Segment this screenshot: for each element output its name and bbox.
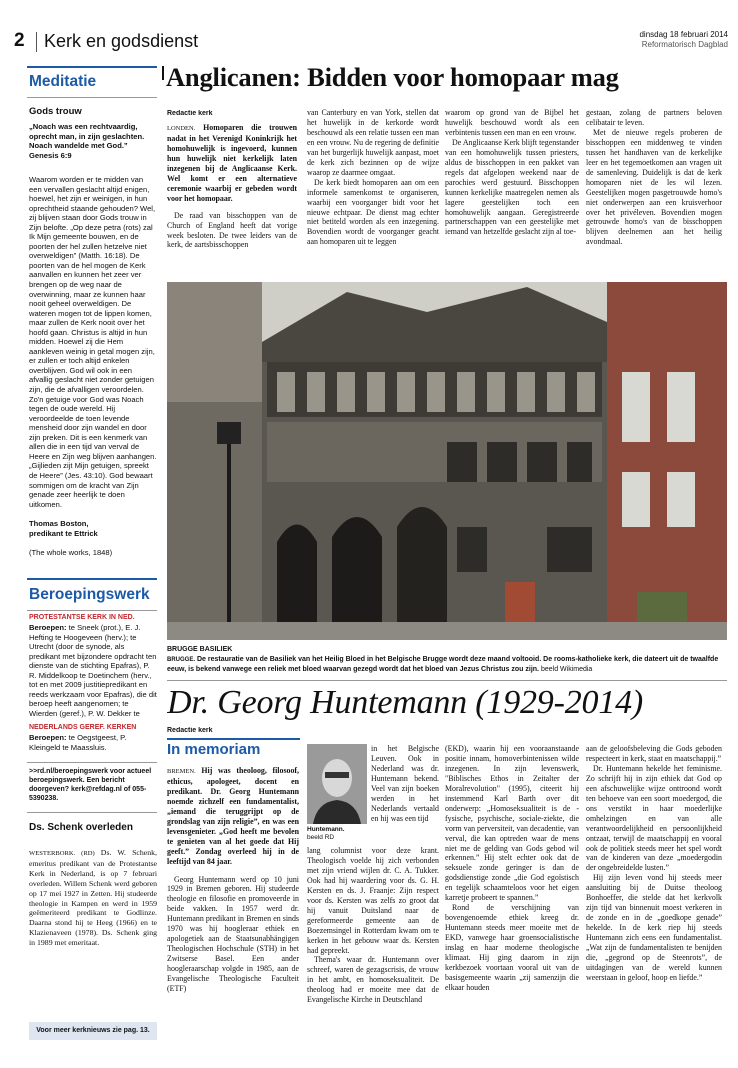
article1-c2p2: De kerk biedt homoparen aan om een informele samenkomst te organiseren, waarbij een voorganger bidt voor het nieuwe echtpaar. De dienst mag echter niet betiteld worden als een inzegening. Bovendien wordt de voorganger geacht aan homoparen uit te leggen <box>307 177 439 247</box>
kicker-rule <box>167 738 300 740</box>
photo-caption <box>167 655 727 674</box>
article2-headline: Dr. Georg Huntemann (1929-2014) <box>167 684 644 721</box>
meditatie-author: Thomas Boston, <box>29 519 89 528</box>
article2-col4 <box>586 744 722 1056</box>
schenk-text: Ds. W. Schenk, emeritus predikant van de Protestantse Kerk in Nederland, is op 7 februari overleden. Willem Schenk werd geboren op 17 mei 1927 in Zetten. Hij studeerde theologie in Kampen en werd in 1959 geëmeriteerd predikant te Godlinze. Daarna stond hij te Heeg (1966) en te Klazienaveen (1978). Ds. Schenk ging in 1989 met emeritaat. <box>29 848 157 948</box>
article1-c4p2: Met de nieuwe regels proberen de bisschoppen een middenweg te vinden tussen het handhaven van de kerkelijke leer en het tegemoetkomen aan vragen uit de samenleving. Duidelijk is dat de kerk homoparen niet de les wil lezen. Geestelijken mogen pasgetrouwde homo's niet onderwerpen aan een kruisverhoor over het privéleven. Bovendien mogen getrouwde homo's van de bisschoppen blijven deelnemen aan het heilig avondmaal. <box>586 127 722 247</box>
article2-kicker: In memoriam <box>167 741 261 758</box>
article1-col4 <box>586 108 722 272</box>
article1-lead: Homoparen die trouwen nadat in het Verenigd Koninkrijk het homohuwelijk is ingevoerd, kunnen hun huwelijk niet kerkelijk laten inzegenen bij de Anglicaanse Kerk. Wel komt er een alternatieve ceremonie waarbij er gebeden wordt voor het homopaar. <box>167 123 297 203</box>
article2-c2top: in het Belgische Leuven. Ook in Nederland was dr. Huntemann bekend. Veel van zijn boeken werden in het Nederlands vertaald en hij was een tijd <box>371 744 439 823</box>
caption-place: BRUGGE. <box>167 657 196 663</box>
article1-headline: Anglicanen: Bidden voor homopaar mag <box>166 62 619 92</box>
beroepingswerk-note[interactable]: >>rd.nl/beroepingswerk voor actueel beroepingswerk. Een bericht doorgeven? kerk@refdag.nl of 055-5390238. <box>29 768 152 802</box>
beroepingswerk-sub1: PROTESTANTSE KERK IN NED. <box>29 614 135 621</box>
article2-c4p2: Dr. Huntemann hekelde het feminisme. Zo schrijft hij in zijn ethiek dat God op een afschuwelijke wijze onttroond wordt ten behoeve van een soort moedergod, die ons verstikt in haar moederlijke omhelzingen en van alle verantwoordelijkheid en persoonlijkheid ontzaat, terwijl de maatschappij en vooral ook de politiek steeds meer het spel wordt van de kinderen van deze „moedergodin der ongebreidelde lusten.” <box>586 763 722 873</box>
header-paper: Reformatorisch Dagblad <box>641 40 728 49</box>
article1-c4p1: gestaan, zolang de partners beloven celibatair te leven. <box>586 108 722 127</box>
article2-lead: Hij was theoloog, filosoof, ethicus, apologeet, docent en predikant. Dr. Georg Huntemann noemde zichzelf een fundamentalist, „iemand die teruggrijpt op de grondslag van zijn religie”, en was een levensgenieter. „God heeft me bevolen te genieten van al het goede dat Hij geeft.” Zondag overleed hij in de leeftijd van 84 jaar. <box>167 766 299 866</box>
article1-c3p1: waarom op grond van de Bijbel het huwelijk beschouwd wordt als een verbintenis tussen een man en een vrouw. <box>445 108 579 137</box>
meditatie-title: Gods trouw <box>29 106 82 117</box>
article2-c2p2: Thema's waar dr. Huntemann over schreef, waren de gezagscrisis, de vrouw in het ambt, en homoseksualiteit. De theoloog had er moeite mee dat de Evangelische Kirche in Deutschland <box>307 955 439 1005</box>
portrait-caption-block <box>307 826 367 842</box>
divider <box>27 812 157 813</box>
page-number: 2 <box>14 30 25 51</box>
article2-c4p3: Hij zijn leven vond hij steeds meer aansluiting bij de Duitse theoloog Bonhoeffer, die stelde dat het kerkvolk zijn tijd van binnenuit moest verkeren in de zonde en in de „goedkope genade” hekelde. In de kerk riep hij steeds Huntemann zich eens een fundamentalist. „Wat zijn de fundamentalisten te benijden die, „gegrond op de Steenrots”, de uitdagingen van de wereld kunnen weerstaan in geloof, hoop en liefde.” <box>586 873 722 982</box>
article2-col2 <box>307 846 439 1056</box>
article2-byline: Redactie kerk <box>167 727 213 734</box>
article2-col1 <box>167 766 299 1056</box>
beroepingswerk-heading: Beroepingswerk <box>29 586 150 603</box>
meditatie-body: Waarom worden er te midden van een vervallen geslacht altijd enigen, hoewel, het zijn er weinigen, in hun oprechtheid staande gehouden? Wel, zij blijven staan door Gods trouw in Zijn belofte. „Op deze petra (rots) zal Ik Mijn gemeente bouwen, en de poorten der hel zullen hetzelve niet overweldigen” (Matth. 16:18). De poorten van de hel mogen de Kerk aanvallen en kunnen het zeer ver brengen op de weg naar de overwinning, maar ze kunnen haar nooit geheel overweldigen. De wateren mogen tot de lippen komen, maar zullen de Kerk nooit over het hoofd gaan. Christus is altijd in hun midden. Hoewel zij die Hem aankleven weinig in getal mogen zijn, er zullen er toch altijd enkelen overblijven. God wil ook in een afvallig geslacht niet zonder getuigen zijn, die de afvalligen veroordelen. Zo'n getuige voor God was Noach tegen de oude wereld. Hij veroordeelde de toen levende mensheid door zijn wandel en door zijn preken. Dit is een kenmerk van allen die in een tijd van verval de Heere en Zijn weg blijven aanhangen. „Gijlieden zijt Mijn getuigen, spreekt de Heere” (Jes. 43:10). God bewaart sommigen om de kracht van Zijn genade zeer heerlijk te doen uitkomen. <box>29 175 157 509</box>
article1-byline: Redactie kerk <box>167 110 213 117</box>
article1-col2 <box>307 108 439 272</box>
beroepingswerk-rule <box>27 578 157 580</box>
beroepen-text: te Sneek (prot.), E. J. Hefting te Hoogeveen (herv.); te Utrecht (door de synode, als predikant met bijzondere opdracht ten dienste van de stichting Epafras), P. R. Middelkoop te Doetinchem (herv., tot en met 2009 justitiepredikant en reeds werkzaam voor Epafras), die dit beroep heeft aangenomen; te Wierden (geref.), P. W. Dekker te <box>29 623 157 718</box>
article1-c3p2: De Anglicaanse Kerk blijft tegenstander van een homohuwelijk tussen priesters, aldus de bisschoppen in een pakket van regels dat afgelopen weekend naar de parochies werd gestuurd. Bisschoppen kunnen kerkelijke maatregelen nemen als lagere geestelijken toch een homohuwelijk aangaan. Geregistreerde partnerschappen van een geestelijke met iemand van hetzelfde geslacht zijn al toe- <box>445 137 579 237</box>
beroepingswerk-sub2: NEDERLANDS GEREF. KERKEN <box>29 724 137 731</box>
divider <box>162 66 164 80</box>
caption-text: De restauratie van de Basiliek van het Heilig Bloed in het Belgische Brugge wordt deze maand voltooid. De rooms-katholieke kerk, die dateert uit de twaalfde eeuw, is bekend vanwege een reliek met bloed waarvan gezegd wordt dat het bloed van Jezus Christus zou zijn. <box>167 656 719 673</box>
meditatie-heading: Meditatie <box>29 73 97 90</box>
beroepingswerk-block2 <box>29 733 157 752</box>
article1-place: LONDEN. <box>167 125 196 132</box>
beroepingswerk-block1 <box>29 623 157 719</box>
meditatie-motto-block <box>29 122 157 160</box>
meditatie-author-title: predikant te Ettrick <box>29 528 98 538</box>
beroepen-label: Beroepen: <box>29 733 67 742</box>
article1-c2p1: van Canterbury en van York, stellen dat het huwelijk in de kerkorde wordt beschouwd als een relatie tussen een man en een vrouw. Nu de regering de definitie van het burgerlijk huwelijk aanpast, moet de kerk zich bezinnen op de wijze waarop ze daarmee omgaat. <box>307 108 439 177</box>
article1-col3 <box>445 108 579 272</box>
article2-c2p1: lang columnist voor deze krant. Theologisch voelde hij zich verbonden met zijn vriend wijlen dr. C. A. Tukker. Ook had hij waardering voor ds. G. H. Kersten en ds. J. Fraanje: Zijn respect voor ds. Kersten was zelfs zo groot dat hij vanuit Duitsland naar de gereformeerde gemeente aan de Boezemsingel in Rotterdam kwam om te kerken in het gebouw waar ds. Kersten had gepreekt. <box>307 846 439 955</box>
article2-c4p1: aan de geloofsbeleving die Gods geboden respecteert in kerk, staat en maatschappij.” <box>586 744 722 763</box>
portrait-caption: Huntemann. <box>307 826 345 833</box>
portrait-credit: beeld RD <box>307 834 335 841</box>
article1-p1: De raad van bisschoppen van de Church of England heeft dat vorige week besloten. De twee leiders van de kerk, de aartsbisschoppen <box>167 210 297 250</box>
header-divider <box>36 32 37 52</box>
article1-col1 <box>167 123 297 271</box>
schenk-title: Ds. Schenk overleden <box>29 822 133 833</box>
page-header <box>14 29 314 57</box>
header-meta <box>580 30 728 50</box>
divider <box>167 680 727 681</box>
article2-c3p2: Rond de verschijning van bovengenoemde ethiek kreeg dr. Huntemann steeds meer moeite met de EKD, vanwege haar groensocialistische inslag en haar moderne theologische klimaat. Hij ging daarom in zijn kerkbezoek voortaan vooral uit van de basisgemeente waarin „zij samenzijn die elkaar houden <box>445 903 579 992</box>
section-title: Kerk en godsdienst <box>44 31 199 51</box>
divider <box>27 610 157 611</box>
photo-caption-title: BRUGGE BASILIEK <box>167 646 233 653</box>
more-news-box[interactable]: Voor meer kerknieuws zie pag. 13. <box>29 1022 157 1040</box>
basilica-photo <box>167 282 727 640</box>
article2-c1p1: Georg Huntemann werd op 10 juni 1929 in Bremen geboren. Hij studeerde theologie en filosofie en promoveerde in beide vakken. In 1957 werd dr. Huntemann predikant in Bremen en sinds 1970 was hij hoogleraar ethiek en apologetiek aan de Staatsunabhängigen Theologischen Hochschule (STH) in het Zwitserse Basel. Een ander hoogleraarschap volgde in 1985, aan de Evangelische Theologische Faculteit (ETF) <box>167 874 299 994</box>
meditatie-author-block <box>29 519 157 538</box>
divider <box>27 762 157 763</box>
photo-credit: beeld Wikimedia <box>540 666 593 673</box>
divider <box>27 97 157 98</box>
huntemann-portrait <box>307 744 367 824</box>
meditatie-source: (The whole works, 1848) <box>29 548 113 557</box>
meditatie-rule <box>27 66 157 68</box>
article2-place: BREMEN. <box>167 768 196 775</box>
article2-c3p1: (EKD), waarin hij een vooraanstaande positie innam, homoverbintenissen wilde inzegenen. In zijn levenswerk, "Biblisches Ethos in Zeitalter der Moralrevolution" (1995), citeerit hij instemmend Karl Barth over dit onderwerp: „Homoseksualiteit is de -fysische, psychische, sociale-ziekte, die vorm van perversiteit, van decadentie, van verval, die kan optreden waar de mens niet me de gelding van Gods gebod wil erkennen.” Hij stelt echter ook dat de seksuele zonde geringer is dan de godsdienstige zonde „die God egoïstisch en tegelijk schaamteloos voor het eigen karretje probeert te spannen.” <box>445 744 579 903</box>
schenk-body <box>29 848 157 948</box>
header-date: dinsdag 18 februari 2014 <box>639 30 728 39</box>
beroepen-label: Beroepen: <box>29 623 67 632</box>
meditatie-motto: „Noach was een rechtvaardig, oprecht man, in zijn geslachten. Noach wandelde met God.” <box>29 122 145 150</box>
article2-col3 <box>445 744 579 1056</box>
meditatie-ref: Genesis 6:9 <box>29 150 72 160</box>
schenk-place: WESTERBORK. (RD) <box>29 850 95 857</box>
beroepen-text: te Oegstgeest, P. Kleingeld te Maassluis. <box>29 733 127 752</box>
